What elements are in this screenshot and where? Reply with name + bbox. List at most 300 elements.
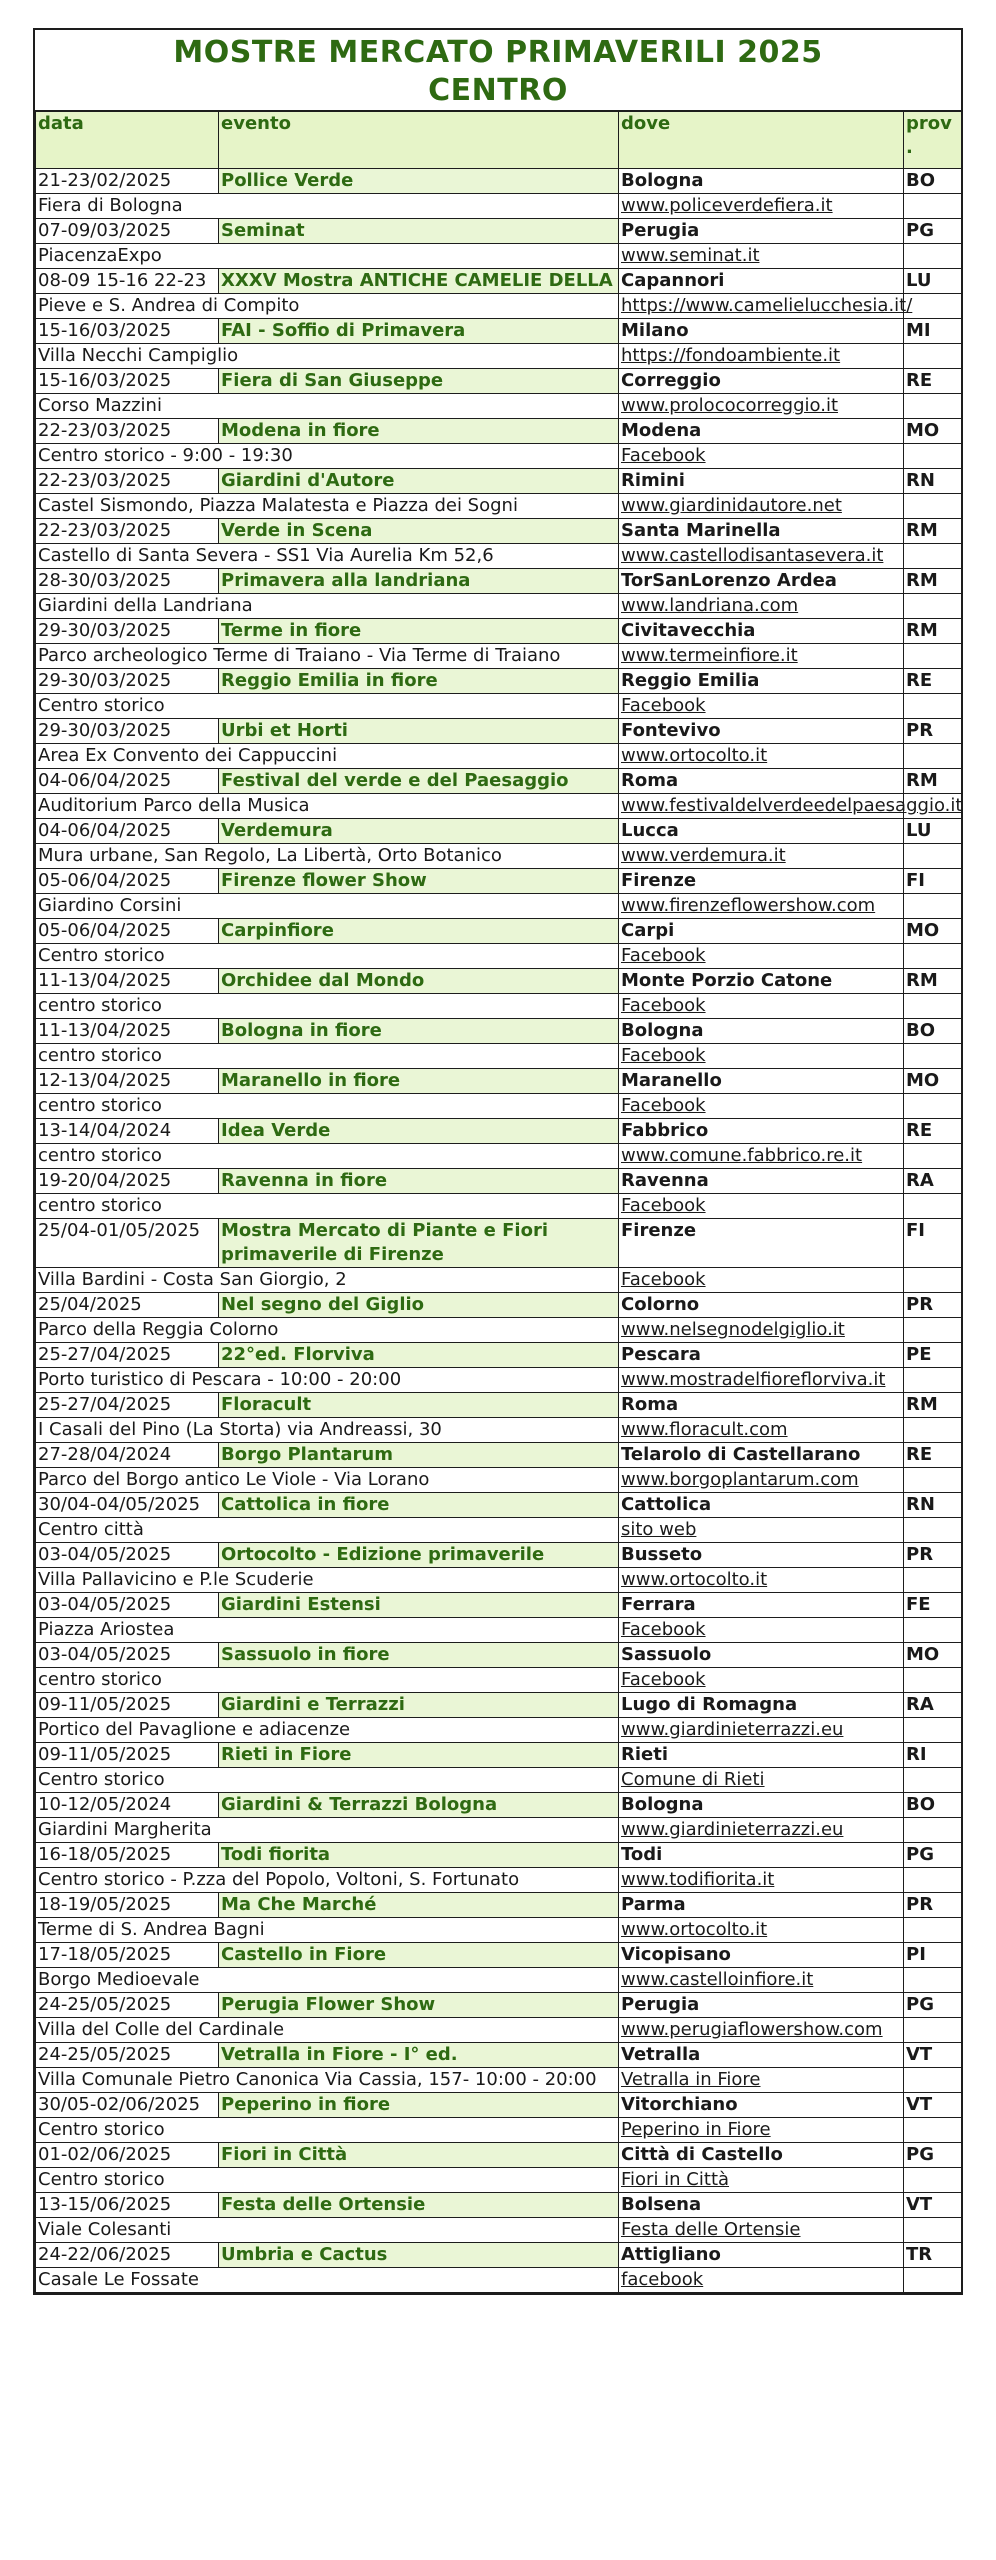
event-link-cell: [619, 2168, 904, 2193]
event-link-cell: [619, 1144, 904, 1169]
event-row: [36, 1343, 962, 1368]
event-detail-row: [36, 894, 962, 919]
event-link[interactable]: www.ortocolto.it: [621, 745, 768, 766]
event-date: 30/04-04/05/2025: [36, 1493, 219, 1518]
event-name: Ma Che Marché: [219, 1893, 619, 1918]
event-prov-empty: [904, 1668, 962, 1693]
event-link-cell: [619, 394, 904, 419]
event-date: 15-16/03/2025: [36, 319, 219, 344]
event-prov-empty: [904, 744, 962, 769]
event-link[interactable]: sito web: [621, 1519, 697, 1540]
event-date: 21-23/02/2025: [36, 169, 219, 194]
event-prov-empty: [904, 1518, 962, 1543]
event-date: 29-30/03/2025: [36, 669, 219, 694]
event-prov: MI: [904, 319, 962, 344]
event-prov-empty: [904, 644, 962, 669]
event-prov-empty: [904, 994, 962, 1019]
event-link[interactable]: www.verdemura.it: [621, 845, 786, 866]
event-prov: PR: [904, 1543, 962, 1568]
event-date: 27-28/04/2024: [36, 1443, 219, 1468]
event-prov-empty: [904, 1468, 962, 1493]
event-row: [36, 1943, 962, 1968]
event-prov: RM: [904, 569, 962, 594]
event-detail-row: [36, 794, 962, 819]
event-detail-row: [36, 1868, 962, 1893]
event-link[interactable]: www.floracult.com: [621, 1419, 788, 1440]
event-detail-row: [36, 244, 962, 269]
event-prov-empty: [904, 2068, 962, 2093]
event-detail-row: [36, 2118, 962, 2143]
event-link[interactable]: https://fondoambiente.it: [621, 345, 841, 366]
event-city: Busseto: [619, 1543, 904, 1568]
event-row: [36, 1019, 962, 1044]
event-name: Peperino in fiore: [219, 2093, 619, 2118]
event-prov-empty: [904, 244, 962, 269]
event-name: Bologna in fiore: [219, 1019, 619, 1044]
header-dove: dove: [619, 112, 904, 169]
event-prov-empty: [904, 444, 962, 469]
event-detail-row: [36, 1094, 962, 1119]
event-name: Pollice Verde: [219, 169, 619, 194]
event-city: Vicopisano: [619, 1943, 904, 1968]
event-row: [36, 1593, 962, 1618]
event-name: Floracult: [219, 1393, 619, 1418]
event-link[interactable]: www.firenzeflowershow.com: [621, 895, 876, 916]
event-place: Centro storico: [36, 2168, 619, 2193]
event-name: Terme in fiore: [219, 619, 619, 644]
event-link-cell: [619, 1568, 904, 1593]
event-name: Idea Verde: [219, 1119, 619, 1144]
header-prov: prov .: [904, 112, 962, 169]
event-prov: PI: [904, 1943, 962, 1968]
event-place: Castel Sismondo, Piazza Malatesta e Piazza dei Sogni: [36, 494, 619, 519]
event-prov: RE: [904, 369, 962, 394]
event-date: 18-19/05/2025: [36, 1893, 219, 1918]
event-link-cell: [619, 1194, 904, 1219]
event-row: [36, 519, 962, 544]
event-link-cell: [619, 844, 904, 869]
event-date: 11-13/04/2025: [36, 1019, 219, 1044]
event-link[interactable]: www.nelsegnodelgiglio.it: [621, 1319, 845, 1340]
event-prov-empty: [904, 1568, 962, 1593]
event-date: 03-04/05/2025: [36, 1643, 219, 1668]
event-prov-empty: [904, 1918, 962, 1943]
event-link[interactable]: www.policeverdefiera.it: [621, 195, 833, 216]
event-row: [36, 769, 962, 794]
event-link-cell: [619, 744, 904, 769]
event-city: Città di Castello: [619, 2143, 904, 2168]
event-city: Modena: [619, 419, 904, 444]
event-prov: PR: [904, 1893, 962, 1918]
event-link-cell: [619, 2268, 904, 2293]
event-detail-row: [36, 2018, 962, 2043]
event-link[interactable]: www.prolococorreggio.it: [621, 395, 839, 416]
event-prov: MO: [904, 1069, 962, 1094]
event-date: 24-25/05/2025: [36, 2043, 219, 2068]
event-prov-empty: [904, 394, 962, 419]
event-detail-row: [36, 1968, 962, 1993]
event-link[interactable]: Facebook: [621, 945, 706, 966]
event-link[interactable]: Facebook: [621, 1269, 706, 1290]
event-date: 24-22/06/2025: [36, 2243, 219, 2268]
event-prov: BO: [904, 1793, 962, 1818]
event-date: 16-18/05/2025: [36, 1843, 219, 1868]
event-row: [36, 2093, 962, 2118]
event-prov: PG: [904, 219, 962, 244]
event-link[interactable]: Facebook: [621, 995, 706, 1016]
event-prov: RA: [904, 1693, 962, 1718]
event-detail-row: [36, 194, 962, 219]
event-city: Rimini: [619, 469, 904, 494]
event-city: Roma: [619, 769, 904, 794]
event-link[interactable]: https://www.camelielucchesia.it/: [621, 295, 913, 316]
event-link-cell: [619, 244, 904, 269]
event-detail-row: [36, 694, 962, 719]
event-city: Carpi: [619, 919, 904, 944]
event-row: [36, 269, 962, 294]
event-link-cell: [619, 594, 904, 619]
event-prov-empty: [904, 594, 962, 619]
event-prov-empty: [904, 2218, 962, 2243]
event-link-cell: [619, 1618, 904, 1643]
event-date: 25-27/04/2025: [36, 1393, 219, 1418]
event-row: [36, 969, 962, 994]
event-city: Pescara: [619, 1343, 904, 1368]
event-prov: FE: [904, 1593, 962, 1618]
event-link[interactable]: Festa delle Ortensie: [621, 2219, 801, 2240]
event-date: 07-09/03/2025: [36, 219, 219, 244]
event-place: centro storico: [36, 1668, 619, 1693]
event-link-cell: [619, 1418, 904, 1443]
event-place: PiacenzaExpo: [36, 244, 619, 269]
event-link[interactable]: www.festivaldelverdeedelpaesaggio.it: [621, 795, 963, 816]
event-link[interactable]: Facebook: [621, 1619, 706, 1640]
event-date: 28-30/03/2025: [36, 569, 219, 594]
event-detail-row: [36, 1368, 962, 1393]
event-link-cell: [619, 1768, 904, 1793]
event-detail-row: [36, 1268, 962, 1293]
event-link-cell: [619, 794, 963, 819]
event-city: Vitorchiano: [619, 2093, 904, 2118]
event-link[interactable]: www.giardinieterrazzi.eu: [621, 1819, 844, 1840]
event-prov-empty: [904, 1768, 962, 1793]
event-detail-row: [36, 1618, 962, 1643]
event-date: 25-27/04/2025: [36, 1343, 219, 1368]
event-row: [36, 219, 962, 244]
event-date: 11-13/04/2025: [36, 969, 219, 994]
event-city: Bologna: [619, 1793, 904, 1818]
event-city: Fabbrico: [619, 1119, 904, 1144]
event-city: Ferrara: [619, 1593, 904, 1618]
event-city: Roma: [619, 1393, 904, 1418]
page-title: MOSTRE MERCATO PRIMAVERILI 2025: [173, 35, 823, 70]
event-prov: FI: [904, 1219, 962, 1268]
event-link[interactable]: facebook: [621, 2269, 704, 2290]
event-link[interactable]: Facebook: [621, 695, 706, 716]
event-prov-empty: [904, 1094, 962, 1119]
event-row: [36, 819, 962, 844]
event-prov: RM: [904, 519, 962, 544]
event-place: Auditorium Parco della Musica: [36, 794, 619, 819]
event-place: Viale Colesanti: [36, 2218, 619, 2243]
event-name: Mostra Mercato di Piante e Fiori primaverile di Firenze: [219, 1219, 619, 1268]
event-prov-empty: [904, 1718, 962, 1743]
event-place: Giardini Margherita: [36, 1818, 619, 1843]
event-city: Ravenna: [619, 1169, 904, 1194]
event-name: Giardini d'Autore: [219, 469, 619, 494]
event-place: Portico del Pavaglione e adiacenze: [36, 1718, 619, 1743]
event-date: 05-06/04/2025: [36, 869, 219, 894]
event-name: Seminat: [219, 219, 619, 244]
event-detail-row: [36, 1768, 962, 1793]
event-city: Firenze: [619, 869, 904, 894]
event-row: [36, 2243, 962, 2268]
event-link-cell: [619, 444, 904, 469]
event-link[interactable]: Vetralla in Fiore: [621, 2069, 761, 2090]
page-subtitle: CENTRO: [428, 73, 568, 108]
event-detail-row: [36, 344, 962, 369]
event-link[interactable]: Comune di Rieti: [621, 1769, 765, 1790]
event-prov: VT: [904, 2193, 962, 2218]
event-city: Lugo di Romagna: [619, 1693, 904, 1718]
event-name: Borgo Plantarum: [219, 1443, 619, 1468]
event-date: 13-15/06/2025: [36, 2193, 219, 2218]
event-name: Verde in Scena: [219, 519, 619, 544]
event-place: Parco archeologico Terme di Traiano - Via Terme di Traiano: [36, 644, 619, 669]
event-link-cell: [619, 644, 904, 669]
event-link-cell: [619, 1868, 904, 1893]
event-date: 30/05-02/06/2025: [36, 2093, 219, 2118]
event-row: [36, 1493, 962, 1518]
event-prov: RN: [904, 1493, 962, 1518]
event-city: Santa Marinella: [619, 519, 904, 544]
event-link[interactable]: www.todifiorita.it: [621, 1869, 775, 1890]
event-prov-empty: [904, 544, 962, 569]
event-detail-row: [36, 1668, 962, 1693]
event-city: Sassuolo: [619, 1643, 904, 1668]
event-place: Centro storico: [36, 694, 619, 719]
event-link[interactable]: Facebook: [621, 1669, 706, 1690]
event-row: [36, 1793, 962, 1818]
event-prov: MO: [904, 1643, 962, 1668]
event-link[interactable]: Facebook: [621, 445, 706, 466]
event-link-cell: [619, 2118, 904, 2143]
event-detail-row: [36, 2268, 962, 2293]
event-city: Cattolica: [619, 1493, 904, 1518]
event-link[interactable]: www.castelloinfiore.it: [621, 1969, 814, 1990]
event-city: TorSanLorenzo Ardea: [619, 569, 904, 594]
event-prov: RI: [904, 1743, 962, 1768]
event-detail-row: [36, 494, 962, 519]
event-name: Giardini Estensi: [219, 1593, 619, 1618]
event-prov: RM: [904, 969, 962, 994]
event-prov-empty: [904, 1418, 962, 1443]
event-name: Cattolica in fiore: [219, 1493, 619, 1518]
event-date: 15-16/03/2025: [36, 369, 219, 394]
event-prov: PG: [904, 2143, 962, 2168]
event-link-cell: [619, 894, 904, 919]
event-prov-empty: [904, 1044, 962, 1069]
event-link[interactable]: www.ortocolto.it: [621, 1919, 768, 1940]
event-row: [36, 569, 962, 594]
event-city: Todi: [619, 1843, 904, 1868]
event-city: Vetralla: [619, 2043, 904, 2068]
event-date: 13-14/04/2024: [36, 1119, 219, 1144]
event-detail-row: [36, 1044, 962, 1069]
event-prov: VT: [904, 2093, 962, 2118]
event-detail-row: [36, 994, 962, 1019]
event-place: Borgo Medioevale: [36, 1968, 619, 1993]
event-prov-empty: [904, 344, 962, 369]
event-link[interactable]: www.castellodisantasevera.it: [621, 545, 884, 566]
event-prov: RA: [904, 1169, 962, 1194]
event-link[interactable]: Facebook: [621, 1195, 706, 1216]
event-city: Milano: [619, 319, 904, 344]
event-prov: LU: [904, 269, 962, 294]
event-row: [36, 919, 962, 944]
event-place: Pieve e S. Andrea di Compito: [36, 294, 619, 319]
event-link[interactable]: www.mostradelfioreflorviva.it: [621, 1369, 886, 1390]
event-name: Fiera di San Giuseppe: [219, 369, 619, 394]
event-city: Firenze: [619, 1219, 904, 1268]
event-detail-row: [36, 744, 962, 769]
event-link[interactable]: www.giardinidautore.net: [621, 495, 842, 516]
event-prov-empty: [904, 1318, 962, 1343]
event-date: 09-11/05/2025: [36, 1693, 219, 1718]
event-date: 05-06/04/2025: [36, 919, 219, 944]
event-link[interactable]: Fiori in Città: [621, 2169, 730, 2190]
event-date: 03-04/05/2025: [36, 1543, 219, 1568]
events-sheet: [33, 28, 963, 2295]
event-city: Maranello: [619, 1069, 904, 1094]
event-row: [36, 1843, 962, 1868]
event-place: Giardino Corsini: [36, 894, 619, 919]
event-row: [36, 1219, 962, 1268]
event-link-cell: [619, 1918, 904, 1943]
event-row: [36, 469, 962, 494]
event-row: [36, 1169, 962, 1194]
event-date: 09-11/05/2025: [36, 1743, 219, 1768]
event-name: Festival del verde e del Paesaggio: [219, 769, 619, 794]
event-detail-row: [36, 1718, 962, 1743]
event-prov: RM: [904, 1393, 962, 1418]
event-prov: PE: [904, 1343, 962, 1368]
event-prov-empty: [904, 944, 962, 969]
event-link[interactable]: www.seminat.it: [621, 245, 760, 266]
event-link-cell: [619, 1668, 904, 1693]
event-prov: PR: [904, 1293, 962, 1318]
event-prov: PG: [904, 1843, 962, 1868]
event-place: Casale Le Fossate: [36, 2268, 619, 2293]
event-name: Maranello in fiore: [219, 1069, 619, 1094]
event-link[interactable]: www.ortocolto.it: [621, 1569, 768, 1590]
event-link[interactable]: www.termeinfiore.it: [621, 645, 798, 666]
event-link-cell: [619, 1044, 904, 1069]
event-name: Fiori in Città: [219, 2143, 619, 2168]
event-date: 10-12/05/2024: [36, 1793, 219, 1818]
event-city: Fontevivo: [619, 719, 904, 744]
event-link-cell: [619, 1818, 904, 1843]
event-prov: RE: [904, 1443, 962, 1468]
event-link[interactable]: www.comune.fabbrico.re.it: [621, 1145, 863, 1166]
event-name: Reggio Emilia in fiore: [219, 669, 619, 694]
event-place: Terme di S. Andrea Bagni: [36, 1918, 619, 1943]
event-detail-row: [36, 1194, 962, 1219]
event-date: 25/04/2025: [36, 1293, 219, 1318]
event-prov-empty: [904, 694, 962, 719]
event-name: Giardini & Terrazzi Bologna: [219, 1793, 619, 1818]
event-row: [36, 2193, 962, 2218]
event-place: Villa Pallavicino e P.le Scuderie: [36, 1568, 619, 1593]
event-place: Corso Mazzini: [36, 394, 619, 419]
event-place: Villa Comunale Pietro Canonica Via Cassia, 157- 10:00 - 20:00: [36, 2068, 619, 2093]
header-evento: evento: [219, 112, 619, 169]
event-link-cell: [619, 1518, 904, 1543]
event-prov-empty: [904, 2018, 962, 2043]
event-link[interactable]: www.giardinieterrazzi.eu: [621, 1719, 844, 1740]
event-row: [36, 719, 962, 744]
event-place: Area Ex Convento dei Cappuccini: [36, 744, 619, 769]
event-detail-row: [36, 2068, 962, 2093]
event-place: Centro storico - P.zza del Popolo, Voltoni, S. Fortunato: [36, 1868, 619, 1893]
event-place: Giardini della Landriana: [36, 594, 619, 619]
header-row: [36, 112, 962, 169]
event-name: Vetralla in Fiore - I° ed.: [219, 2043, 619, 2068]
event-link[interactable]: Peperino in Fiore: [621, 2119, 771, 2140]
event-link-cell: [619, 294, 913, 319]
event-city: Civitavecchia: [619, 619, 904, 644]
event-link-cell: [619, 2018, 904, 2043]
event-city: Monte Porzio Catone: [619, 969, 904, 994]
event-prov: RM: [904, 769, 962, 794]
event-city: Attigliano: [619, 2243, 904, 2268]
event-prov-empty: [904, 2268, 962, 2293]
event-row: [36, 1443, 962, 1468]
event-link[interactable]: www.perugiaflowershow.com: [621, 2019, 883, 2040]
event-link-cell: [619, 194, 904, 219]
event-prov-empty: [904, 2118, 962, 2143]
event-name: Umbria e Cactus: [219, 2243, 619, 2268]
event-name: Verdemura: [219, 819, 619, 844]
event-city: Bologna: [619, 169, 904, 194]
event-prov: RM: [904, 619, 962, 644]
event-row: [36, 419, 962, 444]
event-prov-empty: [904, 2168, 962, 2193]
event-link[interactable]: Facebook: [621, 1045, 706, 1066]
event-link[interactable]: Facebook: [621, 1095, 706, 1116]
event-row: [36, 1543, 962, 1568]
event-place: centro storico: [36, 1144, 619, 1169]
event-name: FAI - Soffio di Primavera: [219, 319, 619, 344]
event-detail-row: [36, 844, 962, 869]
event-prov-empty: [904, 1144, 962, 1169]
event-link[interactable]: www.borgoplantarum.com: [621, 1469, 859, 1490]
event-name: Modena in fiore: [219, 419, 619, 444]
event-city: Perugia: [619, 219, 904, 244]
event-date: 22-23/03/2025: [36, 519, 219, 544]
event-detail-row: [36, 594, 962, 619]
event-prov: RN: [904, 469, 962, 494]
event-prov-empty: [904, 194, 962, 219]
event-place: Parco del Borgo antico Le Viole - Via Lorano: [36, 1468, 619, 1493]
event-link[interactable]: www.landriana.com: [621, 595, 799, 616]
event-name: Primavera alla landriana: [219, 569, 619, 594]
event-name: Rieti in Fiore: [219, 1743, 619, 1768]
event-name: Orchidee dal Mondo: [219, 969, 619, 994]
event-date: 22-23/03/2025: [36, 469, 219, 494]
event-city: Reggio Emilia: [619, 669, 904, 694]
event-detail-row: [36, 444, 962, 469]
